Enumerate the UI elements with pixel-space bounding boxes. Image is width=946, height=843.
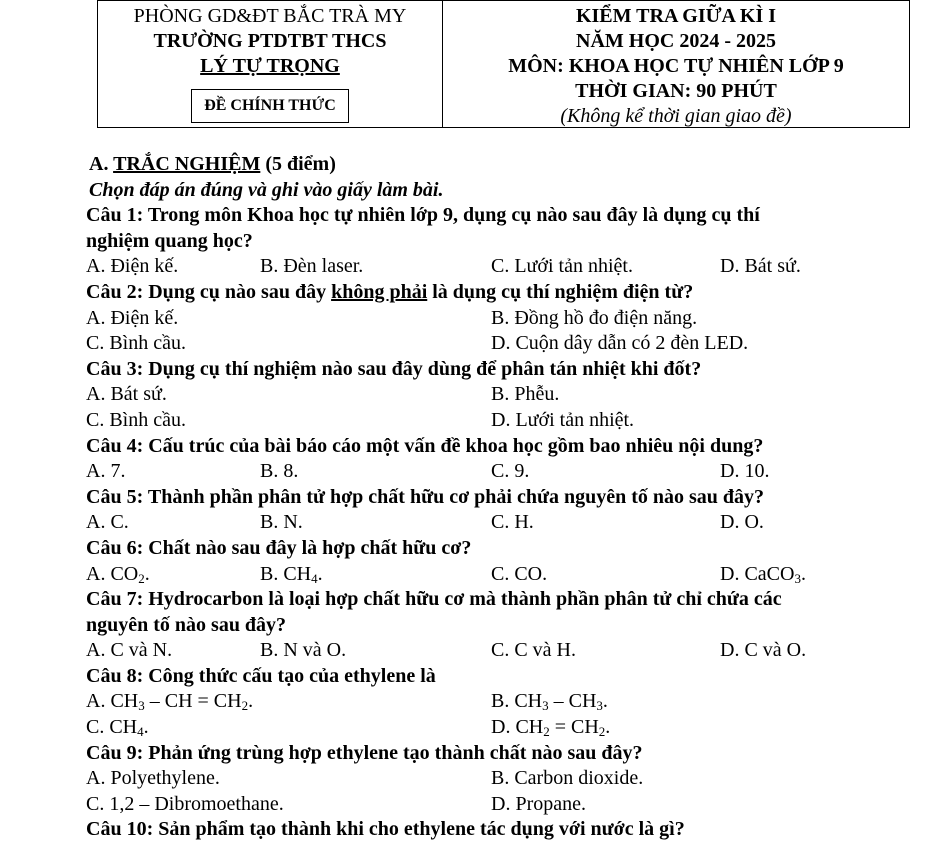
q7-option-a: A. C và N. xyxy=(86,639,173,662)
q5-options xyxy=(86,510,886,536)
q5-option-d: D. O. xyxy=(720,511,764,534)
q4-option-a: A. 7. xyxy=(86,460,126,483)
q1-text-2: nghiệm quang học? xyxy=(86,229,253,252)
q1-option-c: C. Lưới tản nhiệt. xyxy=(491,255,633,278)
q8-c-p1: C. CH xyxy=(86,716,138,739)
q8-c-s1: 4 xyxy=(137,724,144,740)
subject: MÔN: KHOA HỌC TỰ NHIÊN LỚP 9 xyxy=(508,55,844,77)
q2-pre: Câu 2: Dụng cụ nào sau đây xyxy=(86,280,332,303)
exam-header xyxy=(97,0,910,128)
q6-d-main: D. CaCO xyxy=(720,562,795,585)
q1-options xyxy=(86,254,886,280)
q8-b-p1: B. CH xyxy=(491,690,543,713)
q3-options-row2 xyxy=(86,408,886,434)
q8-d-p3: . xyxy=(605,716,611,739)
q1-option-a: A. Điện kế. xyxy=(86,255,179,278)
q8-d-p1: D. CH xyxy=(491,716,544,739)
q6-options xyxy=(86,562,886,588)
q10-text-partial: Câu 10: Sản phẩm tạo thành khi cho ethylene tác dụng với nước là gì? xyxy=(86,818,685,841)
q2-post: là dụng cụ thí nghiệm điện từ? xyxy=(427,280,694,303)
q2-option-c: C. Bình cầu. xyxy=(86,332,186,355)
q8-option-b xyxy=(491,689,608,715)
q7-option-b: B. N và O. xyxy=(260,639,347,662)
q6-option-b xyxy=(260,562,323,588)
q7-text-2: nguyên tố nào sau đây? xyxy=(86,613,287,636)
q8-c-p2: . xyxy=(143,716,149,739)
q6-d-end: . xyxy=(800,562,806,585)
q1-text: Câu 1: Trong môn Khoa học tự nhiên lớp 9, dụng cụ nào sau đây là dụng cụ thí xyxy=(86,204,760,227)
school-name: TRƯỜNG PTDTBT THCS xyxy=(153,30,387,52)
official-stamp: ĐỀ CHÍNH THỨC xyxy=(191,89,349,123)
q8-option-c xyxy=(86,715,149,741)
duration-note: (Không kể thời gian giao đề) xyxy=(560,105,792,127)
q4-option-b: B. 8. xyxy=(260,460,299,483)
exam-info xyxy=(443,1,909,127)
q8-d-p2: = CH xyxy=(549,716,599,739)
q8-option-d xyxy=(491,715,610,741)
q3-option-d: D. Lưới tản nhiệt. xyxy=(491,408,635,431)
school-year: NĂM HỌC 2024 - 2025 xyxy=(576,30,776,52)
department-name: PHÒNG GD&ĐT BẮC TRÀ MY xyxy=(133,5,407,27)
q1-option-b: B. Đèn laser. xyxy=(260,255,364,278)
q8-a-s2: 2 xyxy=(241,698,249,714)
q7-text: Câu 7: Hydrocarbon là loại hợp chất hữu cơ mà thành phần phân tử chỉ chứa các xyxy=(86,588,782,611)
section-title: TRẮC NGHIỆM xyxy=(113,153,261,175)
q8-b-p2: – CH xyxy=(548,690,597,713)
q8-b-p3: . xyxy=(602,690,608,713)
q6-a-sub: 2 xyxy=(138,570,145,586)
q2-negation: không phải xyxy=(331,280,428,303)
q9-option-b: B. Carbon dioxide. xyxy=(491,767,644,790)
q6-b-end: . xyxy=(317,562,323,585)
q8-b-s2: 3 xyxy=(596,698,603,714)
q6-option-a xyxy=(86,562,150,588)
q6-option-d xyxy=(720,562,806,588)
q8-d-s2: 2 xyxy=(598,724,606,740)
q6-a-main: A. CO xyxy=(86,562,139,585)
q8-a-p3: . xyxy=(248,690,254,713)
q4-option-d: D. 10. xyxy=(720,460,770,483)
school-info xyxy=(98,1,443,127)
q2-option-b: B. Đồng hồ đo điện năng. xyxy=(491,306,698,329)
q6-option-c: C. CO. xyxy=(491,562,548,585)
section-heading xyxy=(86,152,886,178)
q2-options-row1 xyxy=(86,306,886,332)
q6-b-main: B. CH xyxy=(260,562,312,585)
q7-option-c: C. C và H. xyxy=(491,639,576,662)
school-name-2: LÝ TỰ TRỌNG xyxy=(200,55,340,77)
q9-text: Câu 9: Phản ứng trùng hợp ethylene tạo thành chất nào sau đây? xyxy=(86,741,643,764)
q3-options-row1 xyxy=(86,382,886,408)
q5-option-a: A. C. xyxy=(86,511,129,534)
q6-a-end: . xyxy=(144,562,150,585)
q2-text xyxy=(86,280,886,306)
q8-d-s1: 2 xyxy=(543,724,550,740)
section-points: (5 điểm) xyxy=(260,153,336,175)
q6-d-sub: 3 xyxy=(794,570,801,586)
exam-title: KIỂM TRA GIỮA KÌ I xyxy=(575,5,777,27)
q8-b-s1: 3 xyxy=(542,698,549,714)
q9-option-d: D. Propane. xyxy=(491,792,586,815)
exam-content xyxy=(86,152,886,843)
q5-text: Câu 5: Thành phần phân tử hợp chất hữu cơ phải chứa nguyên tố nào sau đây? xyxy=(86,485,765,508)
instruction: Chọn đáp án đúng và ghi vào giấy làm bài. xyxy=(89,178,444,201)
q2-option-a: A. Điện kế. xyxy=(86,306,179,329)
q2-option-d: D. Cuộn dây dẫn có 2 đèn LED. xyxy=(491,332,749,355)
q5-option-c: C. H. xyxy=(491,511,534,534)
q4-text: Câu 4: Cấu trúc của bài báo cáo một vấn đề khoa học gồm bao nhiêu nội dung? xyxy=(86,434,764,457)
q3-option-b: B. Phễu. xyxy=(491,383,560,406)
q8-options-row2 xyxy=(86,715,886,741)
q9-options-row2 xyxy=(86,792,886,818)
q7-options xyxy=(86,638,886,664)
q6-b-sub: 4 xyxy=(311,570,318,586)
q9-options-row1 xyxy=(86,766,886,792)
q4-option-c: C. 9. xyxy=(491,460,530,483)
q4-options xyxy=(86,459,886,485)
q1-option-d: D. Bát sứ. xyxy=(720,255,801,278)
q2-options-row2 xyxy=(86,331,886,357)
q8-a-p1: A. CH xyxy=(86,690,139,713)
q8-a-s1: 3 xyxy=(138,698,145,714)
q9-option-a: A. Polyethylene. xyxy=(86,767,220,790)
q8-option-a xyxy=(86,689,253,715)
duration: THỜI GIAN: 90 PHÚT xyxy=(575,80,777,102)
q5-option-b: B. N. xyxy=(260,511,303,534)
q3-text: Câu 3: Dụng cụ thí nghiệm nào sau đây dùng để phân tán nhiệt khi đốt? xyxy=(86,357,702,380)
q9-option-c: C. 1,2 – Dibromoethane. xyxy=(86,792,284,815)
q7-option-d: D. C và O. xyxy=(720,639,807,662)
q3-option-c: C. Bình cầu. xyxy=(86,408,186,431)
q8-a-p2: – CH = CH xyxy=(144,690,242,713)
q8-options-row1 xyxy=(86,689,886,715)
q8-text: Câu 8: Công thức cấu tạo của ethylene là xyxy=(86,664,436,687)
q3-option-a: A. Bát sứ. xyxy=(86,383,167,406)
q6-text: Câu 6: Chất nào sau đây là hợp chất hữu cơ? xyxy=(86,536,472,559)
section-prefix: A. xyxy=(89,153,114,175)
